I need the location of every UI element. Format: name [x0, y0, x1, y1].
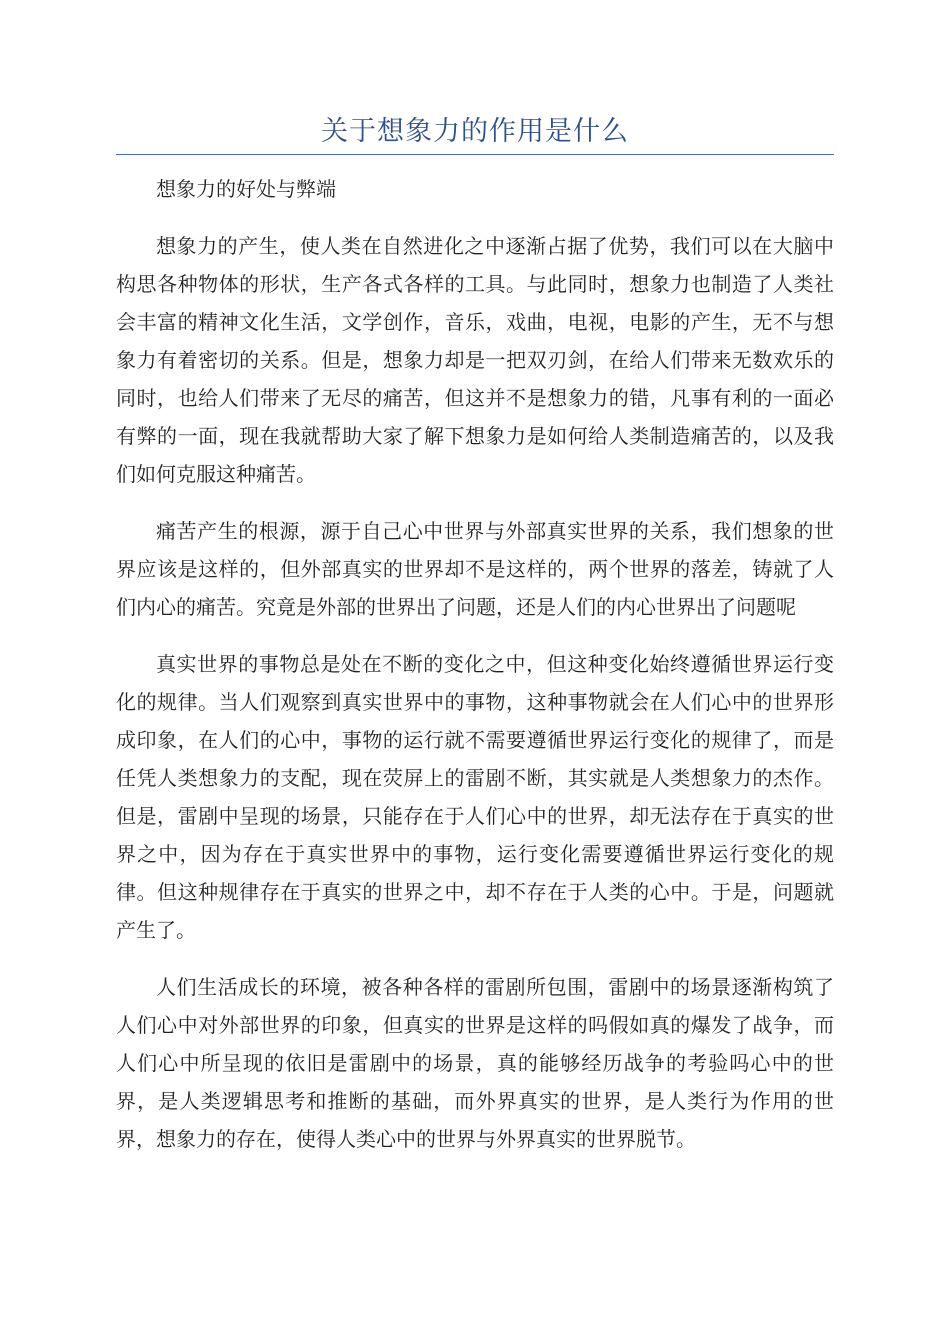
- section-heading: 想象力的好处与弊端: [156, 177, 336, 201]
- paragraph: 痛苦产生的根源，源于自己心中世界与外部真实世界的关系，我们想象的世界应该是这样的，但外部真实的世界却不是这样的，两个世界的落差，铸就了人们内心的痛苦。究竟是外部的世界出了问题，还是人们的内心世界出了问题呢: [116, 519, 834, 619]
- document-body: [116, 170, 834, 1177]
- paragraph: 真实世界的事物总是处在不断的变化之中，但这种变化始终遵循世界运行变化的规律。当人们观察到真实世界中的事物，这种事物就会在人们心中的世界形成印象，在人们的心中，事物的运行就不需要遵循世界运行变化的规律了，而是任凭人类想象力的支配，现在荧屏上的雷剧不断，其实就是人类想象力的杰作。但是，雷剧中呈现的场景，只能存在于人们心中的世界，却无法存在于真实的世界之中，因为存在于真实世界中的事物，运行变化需要遵循世界运行变化的规律。但这种规律存在于真实的世界之中，却不存在于人类的心中。于是，问题就产生了。: [116, 652, 834, 942]
- title-underline: [116, 154, 834, 155]
- document-title: 关于想象力的作用是什么: [321, 116, 629, 147]
- paragraph: 人们生活成长的环境，被各种各样的雷剧所包围，雷剧中的场景逐渐构筑了人们心中对外部世界的印象，但真实的世界是这样的吗假如真的爆发了战争，而人们心中所呈现的依旧是雷剧中的场景，真的能够经历战争的考验吗心中的世界，是人类逻辑思考和推断的基础，而外界真实的世界，是人类行为作用的世界，想象力的存在，使得人类心中的世界与外界真实的世界脱节。: [116, 975, 834, 1151]
- paragraph: 想象力的产生，使人类在自然进化之中逐渐占据了优势，我们可以在大脑中构思各种物体的形状，生产各式各样的工具。与此同时，想象力也制造了人类社会丰富的精神文化生活，文学创作，音乐，戏曲，电视，电影的产生，无不与想象力有着密切的关系。但是，想象力却是一把双刃剑，在给人们带来无数欢乐的同时，也给人们带来了无尽的痛苦，但这并不是想象力的错，凡事有利的一面必有弊的一面，现在我就帮助大家了解下想象力是如何给人类制造痛苦的，以及我们如何克服这种痛苦。: [116, 234, 834, 486]
